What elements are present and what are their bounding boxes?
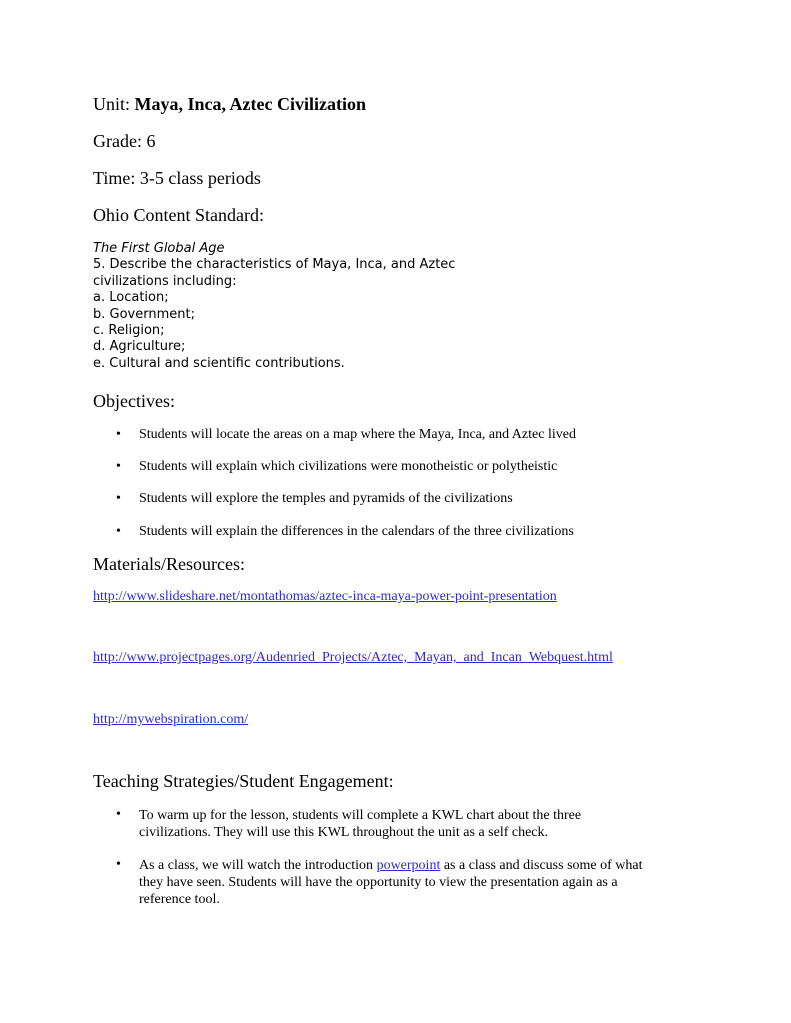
objective-text: Students will locate the areas on a map where the Maya, Inca, and Aztec lived bbox=[139, 427, 576, 442]
bullet-icon: • bbox=[116, 459, 121, 474]
bullet-icon: • bbox=[116, 807, 121, 822]
standard-line-2: civilizations including: bbox=[93, 273, 237, 289]
objective-text: Students will explain which civilizations were monotheistic or polytheistic bbox=[139, 459, 558, 474]
teaching-item-2-pre: As a class, we will watch the introduction bbox=[139, 858, 377, 873]
teaching-item-2-line-2: they have seen. Students will have the opportunity to view the presentation again as a bbox=[139, 875, 618, 890]
standard-title: The First Global Age bbox=[93, 241, 225, 256]
materials-link-row bbox=[93, 710, 248, 728]
standard-item: c. Religion; bbox=[93, 323, 165, 339]
standard-block bbox=[93, 241, 455, 372]
standard-line-1: 5. Describe the characteristics of Maya, Inca, and Aztec bbox=[93, 257, 456, 273]
teaching-item-1-line-2: civilizations. They will use this KWL throughout the unit as a self check. bbox=[139, 825, 549, 840]
standard-item: d. Agriculture; bbox=[93, 339, 186, 355]
materials-link-row bbox=[93, 648, 613, 666]
time-line: Time: 3-5 class periods bbox=[93, 168, 261, 188]
standard-item: a. Location; bbox=[93, 290, 169, 306]
slideshare-link[interactable]: http://www.slideshare.net/montathomas/aztec-inca-maya-power-point-presentation bbox=[93, 589, 557, 604]
bullet-icon: • bbox=[116, 491, 121, 506]
unit-line bbox=[93, 93, 366, 115]
standard-heading: Ohio Content Standard: bbox=[93, 205, 264, 225]
objective-text: Students will explore the temples and pyramids of the civilizations bbox=[139, 491, 513, 506]
bullet-icon: • bbox=[116, 857, 121, 872]
objectives-heading: Objectives: bbox=[93, 391, 175, 411]
unit-label: Unit: bbox=[93, 94, 135, 114]
powerpoint-link[interactable]: powerpoint bbox=[376, 858, 441, 873]
teaching-item-2-post: as a class and discuss some of what bbox=[440, 858, 643, 873]
objective-text: Students will explain the differences in the calendars of the three civilizations bbox=[139, 524, 574, 539]
teaching-item-2-line-1 bbox=[139, 857, 643, 874]
grade-line: Grade: 6 bbox=[93, 131, 156, 151]
unit-title: Maya, Inca, Aztec Civilization bbox=[134, 94, 366, 114]
bullet-icon: • bbox=[116, 524, 121, 539]
teaching-item-1 bbox=[139, 807, 581, 841]
bullet-icon: • bbox=[116, 427, 121, 442]
standard-item: b. Government; bbox=[93, 306, 195, 322]
materials-heading: Materials/Resources: bbox=[93, 554, 245, 574]
teaching-heading: Teaching Strategies/Student Engagement: bbox=[93, 771, 394, 791]
webquest-link[interactable]: http://www.projectpages.org/Audenried_Projects/Aztec,_Mayan,_and_Incan_Webquest.html bbox=[93, 650, 613, 665]
materials-link-row bbox=[93, 587, 557, 605]
teaching-item-1-line-1: To warm up for the lesson, students will complete a KWL chart about the three bbox=[139, 808, 582, 823]
standard-item: e. Cultural and scientific contributions. bbox=[93, 355, 345, 371]
teaching-item-2-line-3: reference tool. bbox=[139, 892, 220, 907]
teaching-item-2 bbox=[139, 857, 643, 908]
webspiration-link[interactable]: http://mywebspiration.com/ bbox=[93, 712, 249, 727]
